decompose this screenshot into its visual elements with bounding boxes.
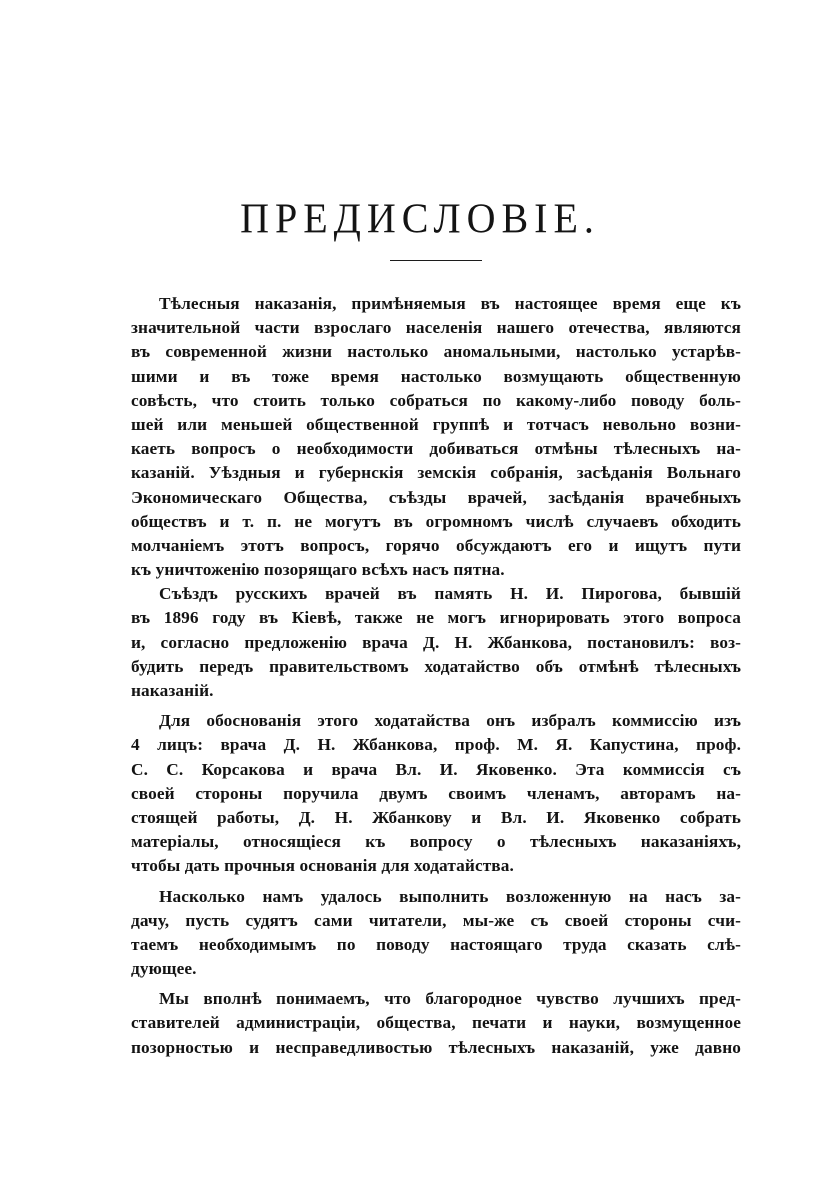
text-line: значительной части взрослаго населенія нашего отечества, являются xyxy=(131,318,741,338)
paragraph-3 xyxy=(131,709,741,878)
text-line: и, согласно предложенію врача Д. Н. Жбанкова, постановилъ: воз- xyxy=(131,632,741,652)
text-line: къ уничтоженію позорящаго всѣхъ насъ пятна. xyxy=(131,560,505,580)
text-line: ставителей администраціи, общества, печати и науки, возмущенное xyxy=(131,1013,741,1033)
text-line: чтобы дать прочныя основанія для ходатайства. xyxy=(131,856,514,876)
text-line: обществъ и т. п. не могутъ въ огромномъ числѣ случаевъ обходить xyxy=(131,511,741,531)
text-line: будить передъ правительствомъ ходатайство объ отмѣнѣ тѣлесныхъ xyxy=(131,656,741,676)
text-line: Съѣздъ русскихъ врачей въ память Н. И. Пирогова, бывшій xyxy=(159,584,741,604)
text-line: дачу, пусть судятъ сами читатели, мы-же съ своей стороны счи- xyxy=(131,910,741,930)
text-line: Экономическаго Общества, съѣзды врачей, засѣданія врачебныхъ xyxy=(131,487,741,507)
text-line: Насколько намъ удалось выполнить возложенную на насъ за- xyxy=(159,886,741,906)
text-line: шими и въ тоже время настолько возмущають общественную xyxy=(131,366,741,386)
text-line: въ 1896 году въ Кіевѣ, также не могъ игнорировать этого вопроса xyxy=(131,608,741,628)
text-line: молчаніемъ этотъ вопросъ, горячо обсуждаютъ его и ищутъ пути xyxy=(131,535,741,555)
text-line: своей стороны поручила двумъ своимъ членамъ, авторамъ на- xyxy=(131,783,741,803)
paragraph-4 xyxy=(131,885,741,982)
text-line: наказаній. xyxy=(131,681,214,700)
text-line: въ современной жизни настолько аномальными, настолько устарѣв- xyxy=(131,342,741,362)
text-line: шей или меньшей общественной группѣ и тотчасъ невольно возни- xyxy=(131,414,741,434)
text-line: С. С. Корсакова и врача Вл. И. Яковенко. Эта коммиссія съ xyxy=(131,759,741,779)
text-line: совѣсть, что стоить только собраться по какому-либо поводу боль- xyxy=(131,390,741,410)
text-line: каеть вопросъ о необходимости добиваться отмѣны тѣлесныхъ на- xyxy=(131,439,741,459)
paragraph-1 xyxy=(131,292,741,582)
paragraph-5 xyxy=(131,987,741,1060)
paragraph-2 xyxy=(131,582,741,703)
text-line: дующее. xyxy=(131,959,197,979)
page-title: ПРЕДИСЛОВІЕ. xyxy=(240,194,600,243)
text-line: позорностью и несправедливостью тѣлесныхъ наказаній, уже давно xyxy=(131,1037,741,1057)
text-line: Тѣлесныя наказанія, примѣняемыя въ настоящее время еще къ xyxy=(159,294,741,313)
text-line: казаній. Уѣздныя и губернскія земскія собранія, засѣданія Вольнаго xyxy=(131,463,741,483)
text-line: Мы вполнѣ понимаемъ, что благородное чувство лучшихъ пред- xyxy=(159,989,741,1009)
text-line: стоящей работы, Д. Н. Жбанкову и Вл. И. Яковенко собрать xyxy=(131,807,741,827)
title-divider xyxy=(390,260,482,261)
body-text xyxy=(131,292,741,1060)
text-line: матеріалы, относящіеся къ вопросу о тѣлесныхъ наказаніяхъ, xyxy=(131,832,741,852)
text-line: 4 лицъ: врача Д. Н. Жбанкова, проф. М. Я. Капустина, проф. xyxy=(131,735,741,755)
text-line: Для обоснованія этого ходатайства онъ избралъ коммиссію изъ xyxy=(159,711,741,731)
text-line: таемъ необходимымъ по поводу настоящаго труда сказать слѣ- xyxy=(131,934,741,954)
